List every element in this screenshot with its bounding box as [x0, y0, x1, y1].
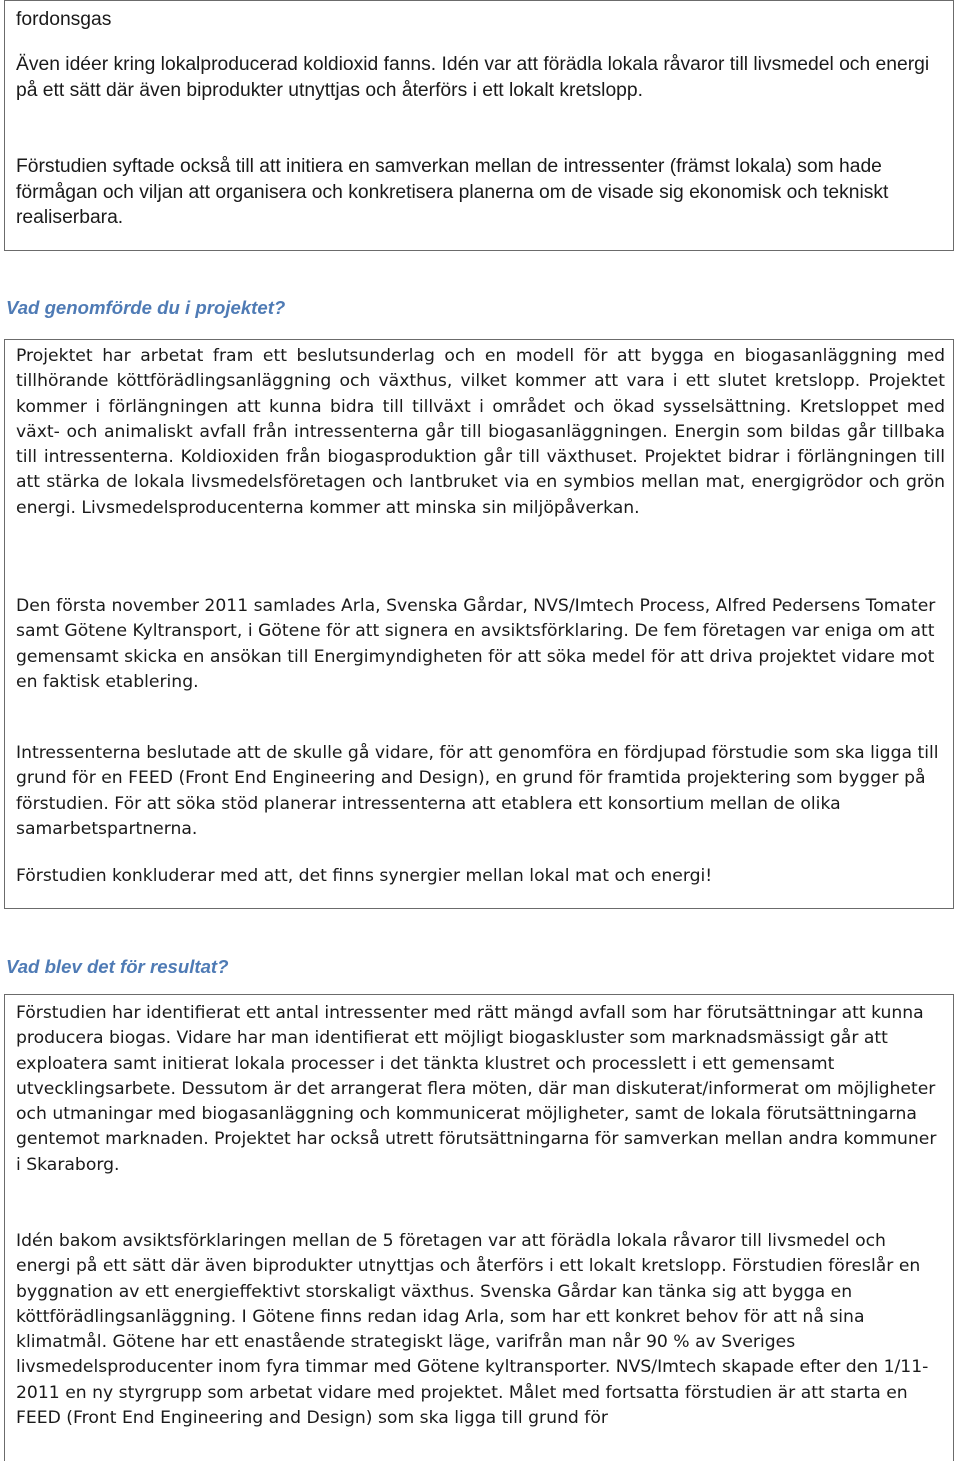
- section1-text-box: [4, 339, 954, 909]
- intro-text-box: [4, 0, 954, 251]
- section2-paragraph-1: Förstudien har identifierat ett antal intressenter med rätt mängd avfall som har förutsättningar att kunna producera biogas. Vidare har man identifierat ett möjligt biogaskluster som marknadsmässigt går att exploatera samt initierat lokala processer i det tänkta klustret och processlett i ett gemensamt utvecklingsarbete. Dessutom är det arrangerat flera möten, där man diskuterat/informerat om möjligheter och utmaningar med biogasanläggning och kommunicerat möjligheter, samt de lokala förutsättningarna gentemot marknaden. Projektet har också utrett förutsättningarna för samverkan mellan andra kommuner i Skaraborg.: [16, 1003, 937, 1175]
- intro-paragraph-1: Även idéer kring lokalproducerad koldioxid fanns. Idén var att förädla lokala råvaror till livsmedel och energi på ett sätt där även biprodukter utnyttjas och återförs i ett lokalt kretslopp.: [16, 54, 930, 101]
- section1-paragraph-2: Den första november 2011 samlades Arla, Svenska Gårdar, NVS/Imtech Process, Alfred Pedersens Tomater samt Götene Kyltransport, i Götene för att signera en avsiktsförklaring. De fem företagen var eniga om att gemensamt skicka en ansökan till Energimyndigheten för att söka medel för att driva projektet vidare mot en faktisk etablering.: [16, 596, 936, 692]
- section2-text-box: [4, 994, 954, 1461]
- section-heading-genomforde: Vad genomförde du i projektet?: [6, 297, 286, 318]
- section1-paragraph-4: Förstudien konkluderar med att, det finns synergier mellan lokal mat och energi!: [16, 866, 713, 886]
- intro-paragraph-2: Förstudien syftade också till att initiera en samverkan mellan de intressenter (främst lokala) som hade förmågan och viljan att organisera och konkretisera planerna om de visade sig ekonomisk och tekniskt realiserbara.: [16, 156, 889, 228]
- section-heading-resultat: Vad blev det för resultat?: [6, 956, 229, 977]
- section2-paragraph-2: Idén bakom avsiktsförklaringen mellan de 5 företagen var att förädla lokala råvaror till livsmedel och energi på ett sätt där även biprodukter utnyttjas och återförs i ett lokalt kretslopp. Förstudien föreslår en byggnation av ett energieffektivt storskaligt växthus. Svenska Gårdar kan tänka sig att bygga en köttförädlingsanläggning. I Götene finns redan idag Arla, som har ett konkret behov för att nå sina klimatmål. Götene har ett enastående strategiskt läge, varifrån man når 90 % av Sveriges livsmedelsproducenter inom fyra timmar med Götene kyltransporter. NVS/Imtech skapade efter den 1/11-2011 en ny styrgrupp som arbetat vidare med projektet. Målet med fortsatta förstudien är att starta en FEED (Front End Engineering and Design) som ska ligga till grund för: [16, 1231, 929, 1429]
- section1-paragraph-3: Intressenterna beslutade att de skulle gå vidare, för att genomföra en fördjupad förstudie som ska ligga till grund för en FEED (Front End Engineering and Design), en grund för framtida projektering som bygger på förstudien. För att söka stöd planerar intressenterna att etablera ett konsortium mellan de olika samarbetspartnerna.: [16, 743, 939, 839]
- intro-line: fordonsgas: [16, 9, 112, 30]
- section1-paragraph-1: Projektet har arbetat fram ett beslutsunderlag och en modell för att bygga en biogasanläggning med tillhörande köttförädlingsanläggning och växthus, vilket kommer att vara i ett slutet kretslopp. Projektet kommer i förlängningen att kunna bidra till tillväxt i området och ökad sysselsättning. Kretsloppet med växt- och animaliskt avfall från intressenterna går till biogasanläggningen. Energin som bildas går tillbaka till intressenterna. Koldioxiden från biogasproduktion går till växthuset. Projektet bidrar i förlängningen till att stärka de lokala livsmedelsföretagen och lantbruket via en symbios mellan mat, energigrödor och grön energi. Livsmedelsproducenterna kommer att minska sin miljöpåverkan.: [16, 346, 945, 518]
